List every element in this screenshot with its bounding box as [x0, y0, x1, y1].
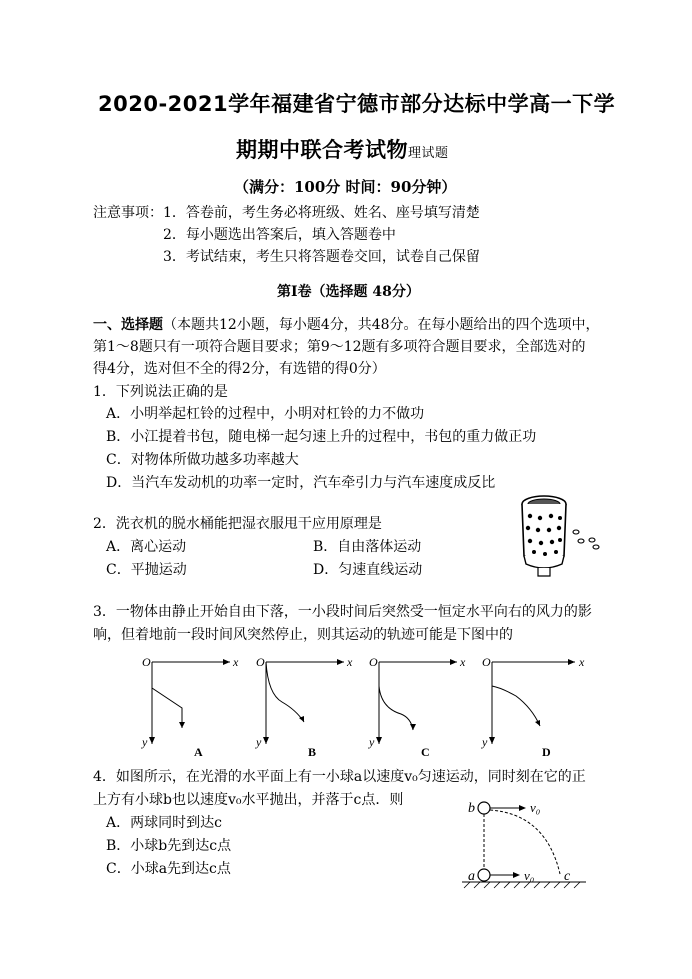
velocity-label-bottom: v₀	[524, 868, 535, 883]
section-intro-1	[93, 315, 600, 336]
title-main: 期期中联合考试物	[236, 138, 408, 162]
q1-option-a: A．小明举起杠铃的过程中，小明对杠铃的力不做功	[106, 406, 425, 422]
q1-option-d: D．当汽车发动机的功率一定时，汽车牵引力与汽车速度成反比	[106, 475, 496, 491]
q2-option-a: A．离心运动	[106, 539, 187, 555]
q4-figure	[458, 794, 598, 890]
q4-stem-2: 上方有小球b也以速度v₀水平抛出，并落于c点．则	[93, 792, 404, 808]
graph-label: D	[542, 745, 551, 759]
q3-graph-d	[480, 652, 600, 760]
q4-option-c: C．小球a先到达c点	[106, 861, 231, 877]
origin-label: O	[142, 655, 151, 669]
score-time: （满分：100分 时间：90分钟）	[234, 178, 457, 196]
q2-option-c: C．平抛运动	[106, 562, 187, 578]
title-line-1: 2020-2021学年福建省宁德市部分达标中学高一下学	[98, 92, 616, 116]
origin-label: O	[369, 655, 378, 669]
origin-label: O	[256, 655, 265, 669]
origin-label: O	[482, 655, 491, 669]
section-intro-label: 一、选择题	[93, 317, 163, 333]
graph-label: A	[194, 745, 203, 759]
graph-label: B	[308, 745, 317, 759]
y-axis-label: y	[142, 735, 148, 749]
q4-option-b: B．小球b先到达c点	[106, 838, 232, 854]
q3-graph-b	[254, 652, 364, 760]
x-axis-label: x	[579, 655, 585, 669]
x-axis-label: x	[460, 655, 466, 669]
q4-option-a: A．两球同时到达c	[106, 815, 222, 831]
notes-line-1	[93, 203, 480, 224]
notes-item: 3．考试结束，考生只将答题卷交回，试卷自己保留	[163, 249, 480, 265]
x-axis-label: x	[347, 655, 353, 669]
q3-graph-c	[367, 652, 477, 760]
q1-option-b: B．小江提着书包，随电梯一起匀速上升的过程中，书包的重力做正功	[106, 429, 537, 445]
section-intro-3: 得4分，选对但不全的得2分，有选错的得0分）	[93, 361, 386, 377]
q3-stem-1: 3．一物体由静止开始自由下落，一小段时间后突然受一恒定水平向右的风力的影	[93, 604, 592, 620]
notes-item: 2．每小题选出答案后，填入答题卷中	[163, 227, 396, 243]
ball-a	[478, 869, 490, 881]
velocity-label-top: v₀	[530, 800, 541, 815]
section-intro-text: （本题共12小题，每小题4分，共48分。在每小题给出的四个选项中，	[163, 317, 600, 333]
graph-label: C	[421, 745, 430, 759]
title-line-2	[236, 134, 449, 164]
x-axis-label: x	[233, 655, 239, 669]
y-axis-label: y	[256, 735, 262, 749]
q3-graph-a	[140, 652, 250, 760]
q1-stem: 1．下列说法正确的是	[93, 384, 228, 400]
ball-a-label: a	[468, 869, 475, 884]
spin-drum-figure	[514, 490, 604, 582]
section-title: 第Ⅰ卷（选择题 48分）	[277, 284, 420, 300]
notes-label: 注意事项：	[93, 205, 163, 221]
point-c-label: c	[564, 869, 571, 884]
notes-item: 1．答卷前，考生务必将班级、姓名、座号填写清楚	[163, 205, 480, 221]
y-axis-label: y	[369, 735, 375, 749]
title-suffix: 理试题	[408, 146, 449, 161]
q2-stem: 2．洗衣机的脱水桶能把湿衣服甩干应用原理是	[93, 516, 382, 532]
q2-option-b: B．自由落体运动	[313, 539, 422, 555]
q1-option-c: C．对物体所做功越多功率越大	[106, 452, 299, 468]
ball-b	[478, 802, 490, 814]
section-intro-2: 第1～8题只有一项符合题目要求；第9～12题有多项符合题目要求，全部选对的	[93, 339, 586, 355]
y-axis-label: y	[482, 735, 488, 749]
ball-b-label: b	[468, 801, 475, 816]
q2-option-d: D．匀速直线运动	[313, 562, 423, 578]
q3-stem-2: 响，但着地前一段时间风突然停止，则其运动的轨迹可能是下图中的	[93, 627, 513, 643]
q4-stem-1: 4．如图所示，在光滑的水平面上有一小球a以速度v₀匀速运动，同时刻在它的正	[93, 769, 586, 785]
